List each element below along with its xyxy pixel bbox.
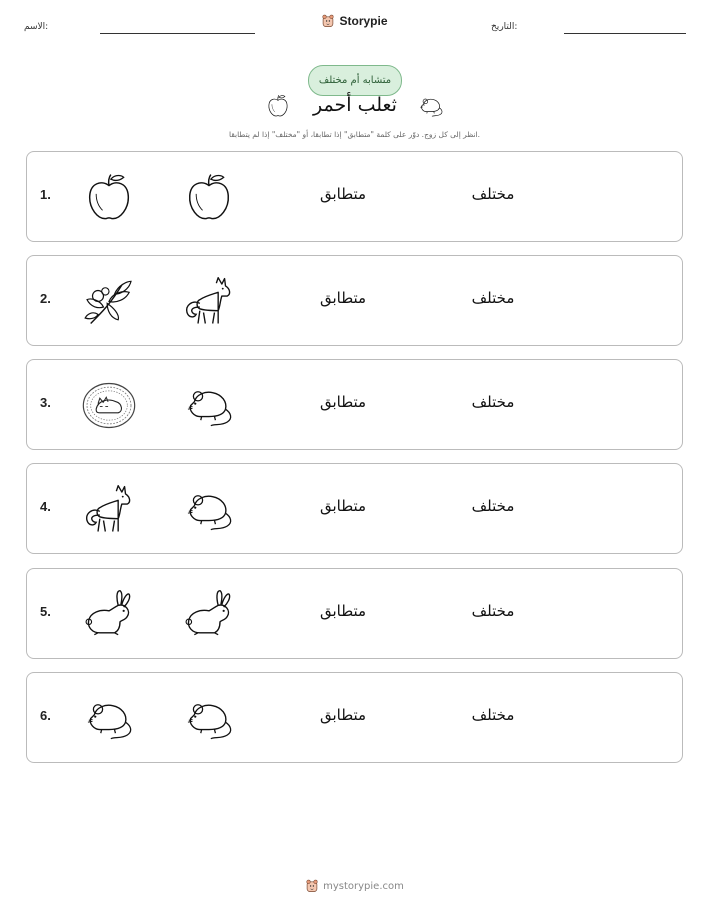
- different-option[interactable]: مختلف: [471, 289, 515, 307]
- page-title: ثعلب أحمر: [313, 94, 397, 116]
- different-option[interactable]: مختلف: [471, 602, 515, 620]
- mascot-icon: [321, 14, 335, 28]
- same-option[interactable]: متطابق: [319, 602, 367, 620]
- apple-icon: [80, 170, 138, 225]
- mouse-icon: [80, 691, 138, 746]
- mascot-icon: [305, 879, 319, 893]
- question-row: [26, 255, 683, 346]
- same-option[interactable]: متطابق: [319, 706, 367, 724]
- fox-den-icon: [80, 378, 138, 433]
- date-label: التاريخ:: [491, 22, 518, 32]
- question-number: 3.: [40, 395, 51, 410]
- mouse-icon: [180, 691, 238, 746]
- different-option[interactable]: مختلف: [471, 706, 515, 724]
- question-number: 1.: [40, 187, 51, 202]
- name-label: الاسم:: [24, 22, 49, 32]
- same-option[interactable]: متطابق: [319, 289, 367, 307]
- apple-icon: [180, 170, 238, 225]
- mouse-icon: [416, 92, 446, 120]
- brand-logo: [0, 13, 709, 32]
- mouse-icon: [180, 482, 238, 537]
- question-number: 4.: [40, 499, 51, 514]
- fox-icon: [80, 482, 138, 537]
- date-line[interactable]: [564, 33, 686, 34]
- different-option[interactable]: مختلف: [471, 497, 515, 515]
- question-row: [26, 463, 683, 554]
- mouse-icon: [180, 378, 238, 433]
- instructions: انظر إلى كل زوج. دوّر على كلمة "متطابق" إذا تطابقا، أو "مختلف" إذا لم يتطابقا.: [228, 130, 481, 139]
- worksheet-badge: متشابه أم مختلف: [308, 65, 402, 96]
- apple-icon: [265, 93, 291, 119]
- same-option[interactable]: متطابق: [319, 185, 367, 203]
- footer-site: mystorypie.com: [323, 880, 404, 892]
- berry-branch-icon: [80, 274, 138, 329]
- question-number: 2.: [40, 291, 51, 306]
- question-number: 5.: [40, 604, 51, 619]
- name-line[interactable]: [100, 33, 255, 34]
- rabbit-icon: [180, 587, 238, 642]
- brand-name: Storypie: [339, 14, 388, 28]
- fox-icon: [180, 274, 238, 329]
- different-option[interactable]: مختلف: [471, 393, 515, 411]
- question-row: [26, 359, 683, 450]
- question-row: [26, 568, 683, 659]
- question-row: [26, 672, 683, 763]
- footer: [0, 879, 709, 896]
- rabbit-icon: [80, 587, 138, 642]
- same-option[interactable]: متطابق: [319, 497, 367, 515]
- different-option[interactable]: مختلف: [471, 185, 515, 203]
- question-row: [26, 151, 683, 242]
- question-number: 6.: [40, 708, 51, 723]
- same-option[interactable]: متطابق: [319, 393, 367, 411]
